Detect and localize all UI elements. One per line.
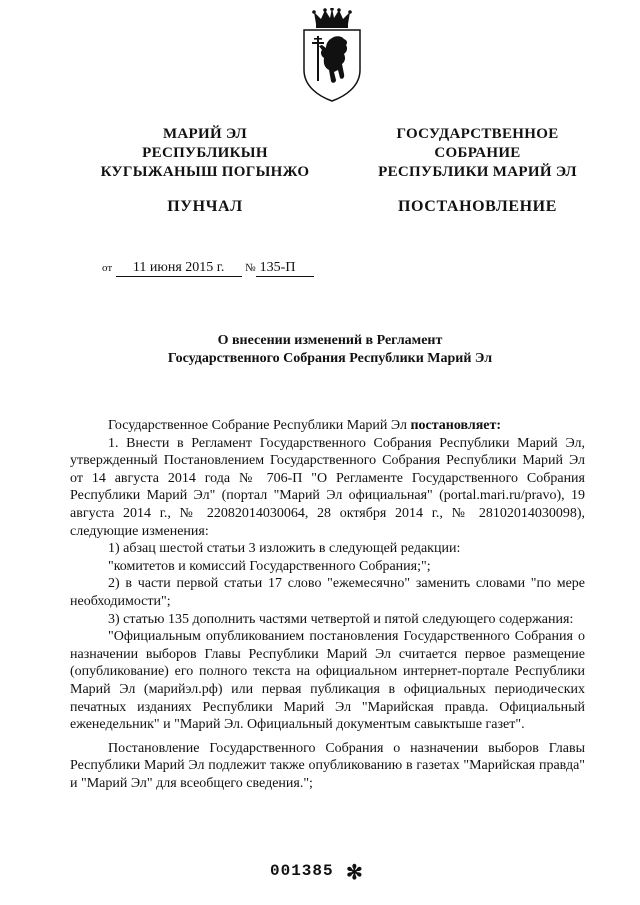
intro-resolves: постановляет: xyxy=(410,418,502,433)
issuer-name-mari xyxy=(70,125,340,182)
issuer-line: РЕСПУБЛИКЫН xyxy=(142,145,268,161)
body-paragraph: "комитетов и комиссий Государственного Собрания;"; xyxy=(108,558,431,574)
issuer-line: МАРИЙ ЭЛ xyxy=(162,126,248,142)
issuer-line: СОБРАНИЕ xyxy=(434,145,521,161)
number-sign: № xyxy=(245,262,256,274)
issuer-line: КУГЫЖАНЫШ ПОГЫНЖО xyxy=(100,164,310,180)
body-paragraph: 1) абзац шестой статьи 3 изложить в следующей редакции: xyxy=(108,541,461,557)
issuer-name-russian xyxy=(355,125,600,182)
body-paragraph: 2) в части первой статьи 17 слово "ежемесячно" заменить словами "по мере необходимости"; xyxy=(70,576,585,609)
body-paragraph: 3) статью 135 дополнить частями четвертой и пятой следующего содержания: xyxy=(108,611,574,627)
document-body xyxy=(70,417,585,792)
doc-type-russian: ПОСТАНОВЛЕНИЕ xyxy=(398,198,557,215)
issuer-line: ГОСУДАРСТВЕННОЕ xyxy=(396,126,559,142)
intro-text: Государственное Собрание Республики Марий Эл xyxy=(108,418,411,433)
crown-icon xyxy=(312,8,352,28)
serial-number: 001385 xyxy=(270,862,334,880)
doc-type-mari: ПУНЧАЛ xyxy=(167,198,243,215)
body-paragraph: Постановление Государственного Собрания о назначении выборов Главы Республики Марий Эл подлежит также опубликованию в газетах "Марийская правда" и "Марий Эл" для всеобщего сведения."; xyxy=(70,740,585,791)
document-number: 135-П xyxy=(256,260,314,277)
intro-paragraph xyxy=(70,417,585,435)
body-paragraph: "Официальным опубликованием постановления Государственного Собрания о назначении выборов Главы Республики Марий Эл считается первое размещение (опубликование) его полного текста на официальном интернет-портале Республики Марий Эл (марийэл.рф) или первая публикация в официальных периодических печатных изданиях Республики Марий Эл "Марийская правда. Официальный еженедельник" и "Марий Эл. Официальный документым савыктыше газет". xyxy=(70,629,585,733)
document-date: 11 июня 2015 г. xyxy=(116,260,242,277)
title-line: О внесении изменений в Регламент xyxy=(217,333,443,348)
date-number-line xyxy=(102,260,314,277)
document-title xyxy=(70,332,590,368)
asterisk-mark-icon: ✻ xyxy=(346,862,363,884)
date-prefix: от xyxy=(102,262,113,274)
coat-of-arms-icon xyxy=(292,8,372,103)
title-line: Государственного Собрания Республики Марий Эл xyxy=(167,351,493,366)
issuer-line: РЕСПУБЛИКИ МАРИЙ ЭЛ xyxy=(378,164,577,180)
body-paragraph: 1. Внести в Регламент Государственного Собрания Республики Марий Эл, утвержденный Постановлением Государственного Собрания Республики Марий Эл от 14 августа 2014 года № 706-П "О Регламенте Государственного Собрания Республики Марий Эл" (портал "Марий Эл официальная" (portal.mari.ru/pravo), 19 августа 2014 г., № 22082014030064, 28 октября 2014 г., № 28102014030098), следующие изменения: xyxy=(70,435,585,539)
